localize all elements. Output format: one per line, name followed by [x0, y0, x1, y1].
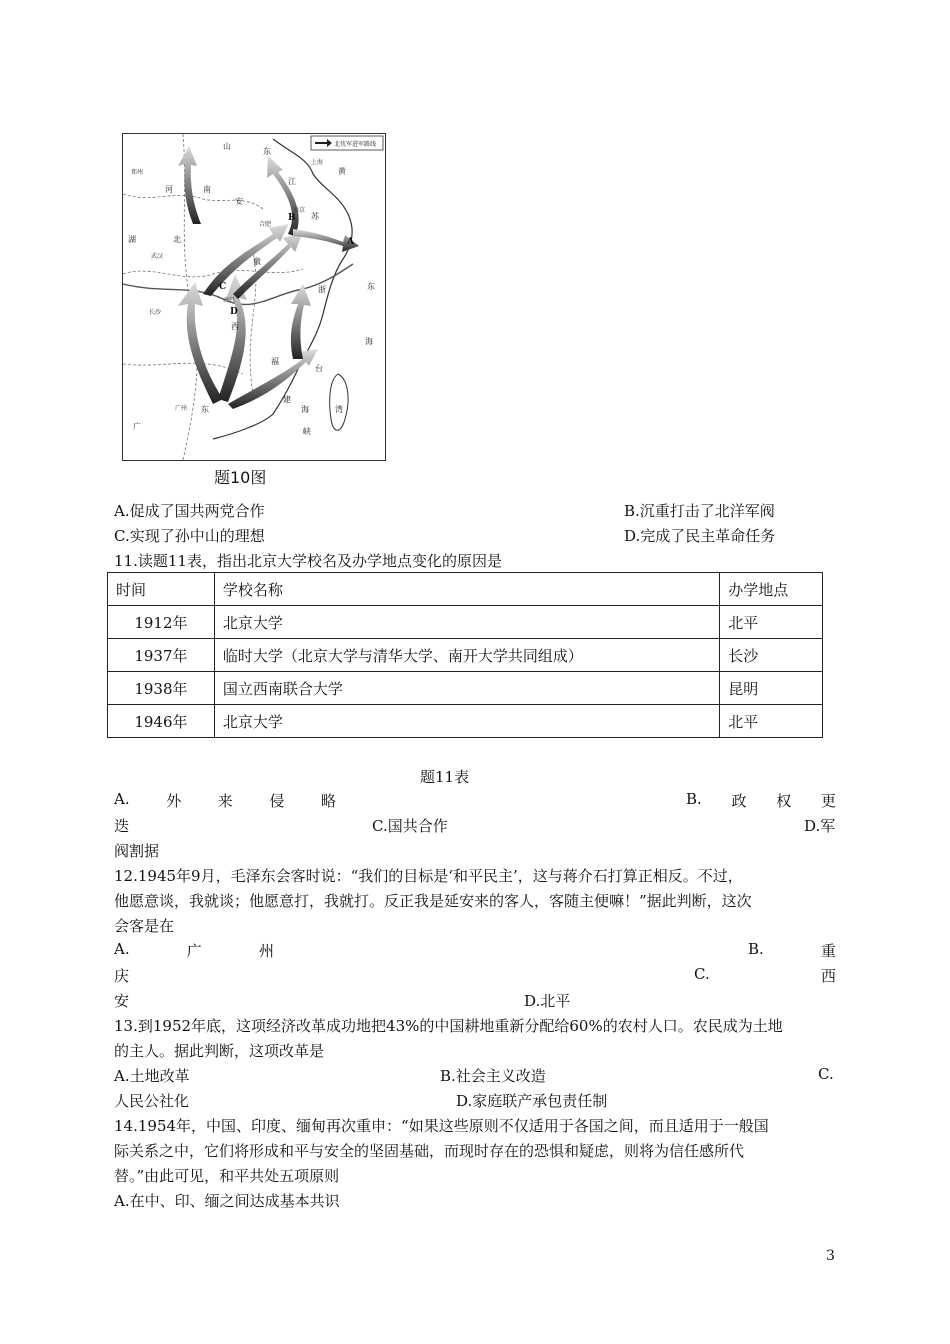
q12-option-a — [114, 940, 274, 961]
map-label: 南京 — [293, 207, 306, 214]
table-row — [108, 639, 823, 672]
map-label: 广 — [133, 422, 141, 431]
map-figure-10 — [122, 133, 386, 461]
q10-option-c: C.实现了孙中山的理想 — [114, 527, 265, 545]
map-label: 河 — [165, 185, 173, 194]
option-fragment: C. — [694, 965, 710, 983]
map-label: 长沙 — [149, 309, 162, 316]
q13-option-c: C. — [818, 1065, 834, 1083]
cell-location: 北平 — [720, 705, 823, 738]
option-fragment: 更 — [820, 792, 836, 810]
q12-stem-line-1: 12.1945年9月，毛泽东会客时说：“我们的目标是‘和平民主’，这与蒋介石打算正相反。不过， — [114, 867, 743, 885]
table-11-caption: 题11表 — [420, 768, 470, 786]
map-label: 福 — [271, 357, 279, 366]
q10-option-d: D.完成了民主革命任务 — [624, 527, 776, 545]
option-fragment: 略 — [320, 792, 336, 810]
map-label: 江 — [288, 177, 296, 186]
cell-school-name: 北京大学 — [214, 606, 719, 639]
q11-option-b-cont: 迭 — [114, 817, 130, 835]
map-label: 合肥 — [259, 221, 272, 228]
option-fragment: 权 — [776, 792, 792, 810]
q12-option-c — [694, 965, 836, 986]
option-fragment: 广 — [186, 942, 202, 960]
q11-option-d: D.军 — [804, 817, 836, 835]
map-label: 建 — [283, 395, 291, 404]
q12-stem-line-2: 他愿意谈，我就谈；他愿意打，我就打。反正我是延安来的客人，客随主便嘛！”据此判断，这次 — [114, 892, 752, 910]
map-label: 东 — [263, 147, 271, 156]
page-number: 3 — [826, 1248, 835, 1264]
map-label: B — [288, 213, 296, 223]
option-fragment: A. — [114, 790, 130, 808]
option-fragment: 政 — [731, 792, 747, 810]
cell-school-name: 国立西南联合大学 — [214, 672, 719, 705]
cell-school-name: 北京大学 — [214, 705, 719, 738]
option-fragment: B. — [686, 790, 702, 808]
table-row — [108, 672, 823, 705]
map-label: 湖 — [128, 235, 136, 244]
cell-time: 1937年 — [108, 639, 215, 672]
table-row — [108, 606, 823, 639]
option-fragment: 州 — [258, 942, 274, 960]
option-fragment: 侵 — [269, 792, 285, 810]
q13-stem-line-1: 13.到1952年底，这项经济改革成功地把43%的中国耕地重新分配给60%的农村人口。农民成为土地 — [114, 1017, 783, 1035]
map-label: A — [347, 237, 354, 247]
option-fragment: B. — [748, 940, 764, 958]
table-11 — [107, 572, 823, 738]
map-label: 浙 — [318, 285, 326, 294]
q13-option-a: A.土地改革 — [114, 1067, 190, 1085]
map-label: D — [230, 307, 238, 317]
map-label: 山 — [223, 142, 231, 151]
q14-stem-line-1: 14.1954年，中国、印度、缅甸再次重申：“如果这些原则不仅适用于各国之间，而且适用于一般国 — [114, 1117, 769, 1135]
q10-option-b: B.沉重打击了北洋军阀 — [624, 502, 775, 520]
cell-time: 1912年 — [108, 606, 215, 639]
q11-option-d-cont: 阀割据 — [114, 842, 160, 860]
q12-option-d: D.北平 — [524, 992, 571, 1010]
figure-10-caption: 题10图 — [214, 468, 267, 487]
q12-option-b-cont: 庆 — [114, 967, 130, 985]
map-label: 台 — [315, 364, 323, 373]
q10-option-a: A.促成了国共两党合作 — [114, 502, 265, 520]
table-header-row — [108, 573, 823, 606]
cell-time: 1946年 — [108, 705, 215, 738]
legend-label: 北伐军进军路线 — [334, 141, 377, 148]
map-label: 郑州 — [131, 169, 144, 176]
cell-school-name: 临时大学（北京大学与清华大学、南开大学共同组成） — [214, 639, 719, 672]
q14-option-a: A.在中、印、缅之间达成基本共识 — [114, 1192, 340, 1210]
option-fragment: 西 — [820, 967, 836, 985]
q13-stem-line-2: 的主人。据此判断，这项改革是 — [114, 1042, 325, 1060]
header-time: 时间 — [108, 573, 215, 606]
northern-expedition-map — [123, 134, 385, 460]
map-label: 南 — [203, 185, 211, 194]
option-fragment: 来 — [217, 792, 233, 810]
map-label: 北 — [173, 235, 181, 244]
map-label: 西 — [231, 322, 239, 331]
map-label: 徽 — [253, 257, 261, 266]
cell-location: 北平 — [720, 606, 823, 639]
q13-option-c-cont: 人民公社化 — [114, 1092, 190, 1110]
q11-option-b — [686, 790, 836, 811]
cell-location: 长沙 — [720, 639, 823, 672]
map-label: C — [219, 282, 227, 292]
table-row — [108, 705, 823, 738]
map-label: 苏 — [311, 212, 319, 221]
option-fragment: A. — [114, 940, 130, 958]
map-label: 湾 — [335, 405, 343, 414]
map-label: 东 — [367, 282, 375, 291]
map-label: 东 — [201, 405, 209, 414]
map-label: 安 — [235, 197, 243, 206]
q13-option-d: D.家庭联产承包责任制 — [456, 1092, 608, 1110]
q11-option-c: C.国共合作 — [372, 817, 448, 835]
map-label: 广州 — [175, 405, 188, 412]
q12-option-c-cont: 安 — [114, 992, 130, 1010]
option-fragment: 外 — [166, 792, 182, 810]
option-fragment: 重 — [820, 942, 836, 960]
q14-stem-line-3: 替。”由此可见，和平共处五项原则 — [114, 1167, 340, 1185]
q11-option-a — [114, 790, 336, 811]
q11-stem: 11.读题11表，指出北京大学校名及办学地点变化的原因是 — [114, 552, 502, 570]
map-label: 上海 — [311, 159, 324, 166]
header-location: 办学地点 — [720, 573, 823, 606]
header-school-name: 学校名称 — [214, 573, 719, 606]
map-label: 南昌 — [223, 297, 236, 304]
cell-location: 昆明 — [720, 672, 823, 705]
map-label: 峡 — [303, 427, 311, 436]
q14-stem-line-2: 际关系之中，它们将形成和平与安全的坚固基础，而现时存在的恐惧和疑虑，则将为信任感所代 — [114, 1142, 745, 1160]
q12-stem-line-3: 会客是在 — [114, 917, 175, 935]
map-label: 武汉 — [151, 253, 164, 260]
map-label: 海 — [301, 405, 309, 414]
map-label: 黄 — [338, 167, 346, 176]
cell-time: 1938年 — [108, 672, 215, 705]
q13-option-b: B.社会主义改造 — [440, 1067, 546, 1085]
q12-option-b — [748, 940, 836, 961]
map-label: 海 — [365, 337, 373, 346]
